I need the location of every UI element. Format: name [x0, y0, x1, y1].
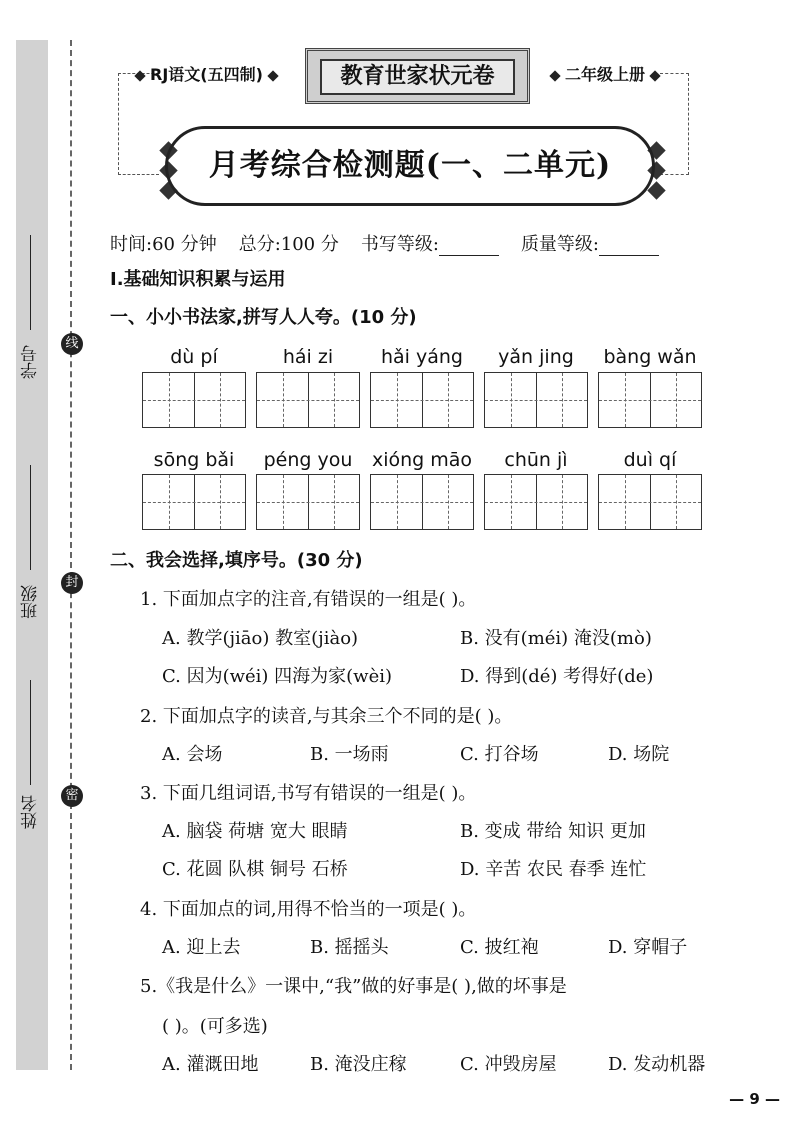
question-2: 2. 下面加点字的读音,与其余三个不同的是( )。	[140, 706, 513, 727]
q5-option-d: D. 发动机器	[608, 1054, 706, 1075]
exam-info: 时间:60 分钟 总分:100 分 书写等级: 质量等级:	[110, 230, 681, 256]
page-number: — 9 —	[729, 1090, 780, 1108]
pinyin-label: xióng māo	[371, 449, 473, 471]
pinyin-label: bàng wǎn	[603, 346, 697, 368]
question-5-continued: ( )。(可多选)	[162, 1016, 268, 1037]
part-heading: Ⅰ.基础知识积累与运用	[110, 269, 286, 290]
pinyin-label: hǎi yáng	[381, 346, 463, 368]
q4-option-b: B. 摇摇头	[310, 937, 389, 958]
pinyin-label: chūn jì	[504, 449, 568, 471]
writing-grid[interactable]	[142, 372, 246, 428]
seal-dashed-line	[70, 40, 72, 1070]
q1-option-b: B. 没有(méi) 淹没(mò)	[460, 628, 652, 649]
student-id-blank	[30, 235, 31, 330]
pinyin-label: hái zi	[282, 346, 334, 368]
q2-option-b: B. 一场雨	[310, 744, 389, 765]
question-1: 1. 下面加点字的注音,有错误的一组是( )。	[140, 589, 477, 610]
diamond-icon	[134, 70, 145, 81]
q5-option-b: B. 淹没庄稼	[310, 1054, 407, 1075]
seal-seal-mark: 封	[61, 572, 83, 594]
left-bracket	[118, 73, 159, 175]
q4-option-c: C. 披红袍	[460, 937, 539, 958]
question-3: 3. 下面几组词语,书写有错误的一组是( )。	[140, 783, 477, 804]
subject-tag: RJ语文(五四制)	[130, 62, 283, 85]
writing-grid[interactable]	[370, 372, 474, 428]
question-5: 5.《我是什么》一课中,“我”做的好事是( ),做的坏事是	[140, 976, 567, 997]
q5-option-a: A. 灌溉田地	[162, 1054, 259, 1075]
diamond-icon	[267, 70, 278, 81]
q3-option-b: B. 变成 带给 知识 更加	[460, 821, 646, 842]
q4-option-a: A. 迎上去	[162, 937, 241, 958]
diamond-icon	[549, 70, 560, 81]
grade-tag: 二年级上册	[545, 62, 665, 85]
q5-option-c: C. 冲毁房屋	[460, 1054, 557, 1075]
class-blank	[30, 465, 31, 570]
writing-grid[interactable]	[598, 474, 702, 530]
q4-option-d: D. 穿帽子	[608, 937, 688, 958]
seal-line-mark: 线	[61, 333, 83, 355]
q2-option-c: C. 打谷场	[460, 744, 539, 765]
pinyin-label: dù pí	[170, 346, 218, 368]
question-4: 4. 下面加点的词,用得不恰当的一项是( )。	[140, 899, 477, 920]
q2-option-d: D. 场院	[608, 744, 670, 765]
q1-option-a: A. 教学(jiāo) 教室(jiào)	[162, 628, 359, 649]
diamond-icon	[649, 70, 660, 81]
q3-option-c: C. 花圆 队棋 铜号 石桥	[162, 859, 348, 880]
name-label: 姓名	[21, 795, 41, 829]
brand-banner: 教育世家状元卷	[305, 48, 530, 104]
writing-grid[interactable]	[370, 474, 474, 530]
seal-secret-mark: 密	[61, 785, 83, 807]
binding-strip	[16, 40, 48, 1070]
q1-option-c: C. 因为(wéi) 四海为家(wèi)	[162, 666, 393, 687]
section1-heading: 一、小小书法家,拼写人人夸。(10 分)	[110, 307, 417, 328]
class-label: 班级	[21, 585, 41, 619]
pinyin-label: yǎn jing	[498, 346, 574, 368]
exam-title: 月考综合检测题(一、二单元)	[165, 126, 655, 206]
writing-grid[interactable]	[484, 372, 588, 428]
writing-grid[interactable]	[484, 474, 588, 530]
pinyin-label: sōng bǎi	[153, 449, 235, 471]
section2-heading: 二、我会选择,填序号。(30 分)	[110, 550, 363, 571]
pinyin-label: péng you	[263, 449, 353, 471]
q2-option-a: A. 会场	[162, 744, 223, 765]
pinyin-label: duì qí	[623, 449, 677, 471]
student-id-label: 学号	[21, 345, 41, 379]
name-blank	[30, 680, 31, 785]
q3-option-d: D. 辛苦 农民 春季 连忙	[460, 859, 647, 880]
writing-grid[interactable]	[142, 474, 246, 530]
q1-option-d: D. 得到(dé) 考得好(de)	[460, 666, 654, 687]
writing-grid[interactable]	[256, 372, 360, 428]
writing-grid[interactable]	[256, 474, 360, 530]
q3-option-a: A. 脑袋 荷塘 宽大 眼睛	[162, 821, 348, 842]
writing-grid[interactable]	[598, 372, 702, 428]
